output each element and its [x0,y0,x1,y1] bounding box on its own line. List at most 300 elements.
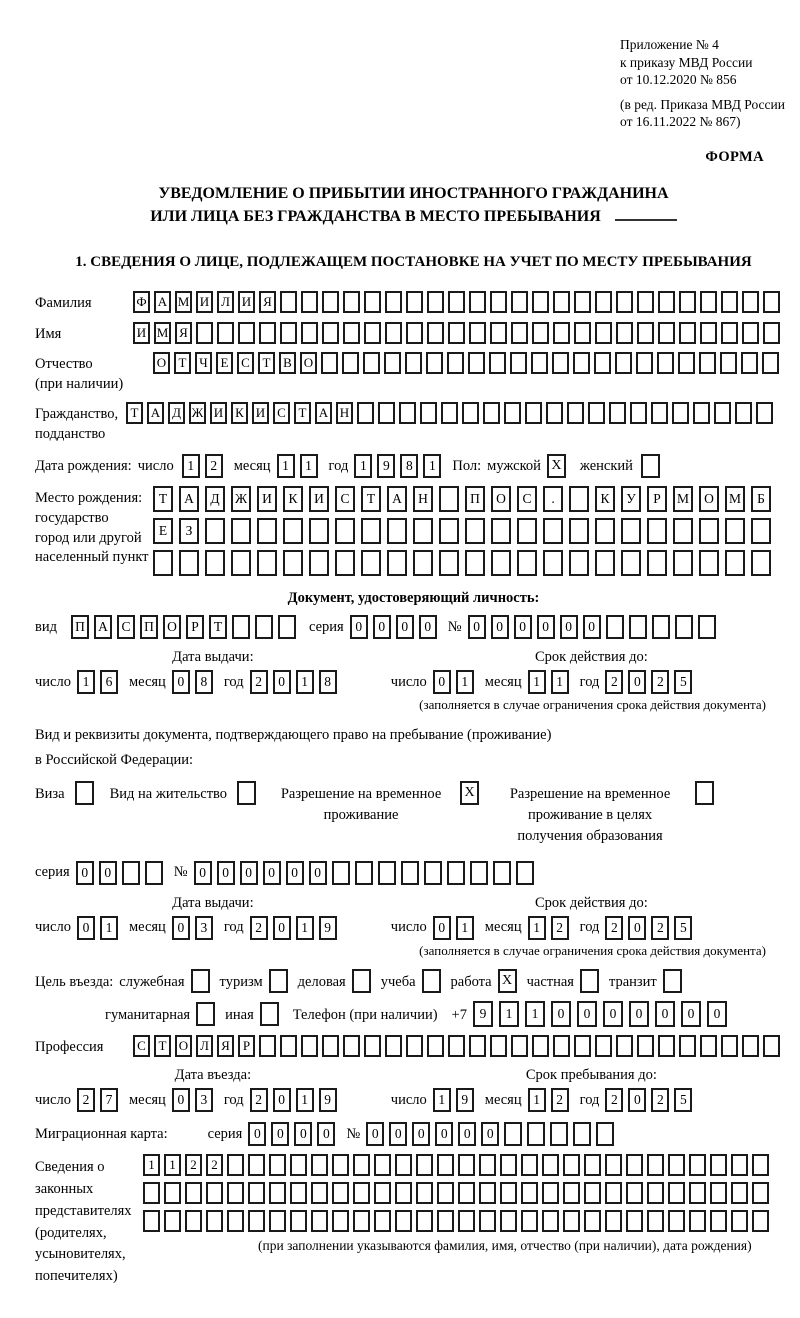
form-cell[interactable]: 0 [99,861,117,885]
form-cell[interactable] [206,1182,223,1204]
form-cell[interactable] [465,550,485,576]
form-cell[interactable]: А [387,486,407,512]
form-cell[interactable] [500,1154,517,1176]
purpose-transit-checkbox[interactable] [663,969,682,993]
form-cell[interactable]: 0 [396,615,414,639]
form-cell[interactable] [574,322,591,344]
form-cell[interactable]: 2 [551,916,569,940]
form-cell[interactable]: Ж [231,486,251,512]
form-cell[interactable] [469,1035,486,1057]
form-cell[interactable] [504,402,521,424]
form-cell[interactable]: Н [413,486,433,512]
form-cell[interactable] [309,550,329,576]
form-cell[interactable] [283,550,303,576]
form-cell[interactable] [510,352,527,374]
form-cell[interactable]: Т [126,402,143,424]
form-cell[interactable] [469,322,486,344]
form-cell[interactable] [679,322,696,344]
form-cell[interactable] [439,486,459,512]
form-cell[interactable]: 2 [651,1088,669,1112]
form-cell[interactable] [504,1122,522,1146]
form-cell[interactable]: 0 [286,861,304,885]
form-cell[interactable]: 2 [250,916,268,940]
form-cell[interactable] [584,1154,601,1176]
form-cell[interactable]: 0 [419,615,437,639]
form-cell[interactable] [122,861,140,885]
form-cell[interactable] [290,1210,307,1232]
form-cell[interactable] [259,322,276,344]
form-cell[interactable] [693,402,710,424]
form-cell[interactable] [332,1210,349,1232]
visa-checkbox[interactable] [75,781,94,805]
form-cell[interactable] [735,402,752,424]
form-cell[interactable] [232,615,250,639]
form-cell[interactable] [439,550,459,576]
form-cell[interactable] [616,322,633,344]
form-cell[interactable] [164,1182,181,1204]
form-cell[interactable] [720,352,737,374]
form-cell[interactable] [143,1210,160,1232]
form-cell[interactable]: О [163,615,181,639]
form-cell[interactable] [257,518,277,544]
form-cell[interactable] [616,291,633,313]
form-cell[interactable] [322,1035,339,1057]
form-cell[interactable]: 0 [551,1001,571,1027]
form-cell[interactable] [621,550,641,576]
form-cell[interactable] [637,322,654,344]
form-cell[interactable]: 0 [273,916,291,940]
form-cell[interactable]: 0 [628,916,646,940]
form-cell[interactable] [700,322,717,344]
form-cell[interactable]: Я [259,291,276,313]
form-cell[interactable]: 5 [674,916,692,940]
form-cell[interactable]: С [117,615,135,639]
form-cell[interactable]: 0 [458,1122,476,1146]
form-cell[interactable]: П [140,615,158,639]
form-cell[interactable] [569,550,589,576]
form-cell[interactable] [206,1210,223,1232]
form-cell[interactable] [490,291,507,313]
form-cell[interactable] [699,550,719,576]
form-cell[interactable] [322,291,339,313]
form-cell[interactable] [343,1035,360,1057]
form-cell[interactable] [355,861,373,885]
form-cell[interactable] [721,1035,738,1057]
form-cell[interactable] [721,291,738,313]
form-cell[interactable] [309,518,329,544]
form-cell[interactable] [710,1154,727,1176]
form-cell[interactable] [353,1154,370,1176]
form-cell[interactable] [441,402,458,424]
form-cell[interactable] [395,1154,412,1176]
form-cell[interactable] [651,402,668,424]
form-cell[interactable] [542,1182,559,1204]
form-cell[interactable] [542,1154,559,1176]
form-cell[interactable] [448,1035,465,1057]
form-cell[interactable]: 0 [468,615,486,639]
form-cell[interactable] [322,322,339,344]
form-cell[interactable] [420,402,437,424]
form-cell[interactable] [335,518,355,544]
form-cell[interactable]: 0 [273,1088,291,1112]
form-cell[interactable] [673,518,693,544]
form-cell[interactable] [630,402,647,424]
form-cell[interactable] [563,1210,580,1232]
form-cell[interactable]: Т [361,486,381,512]
purpose-private-checkbox[interactable] [580,969,599,993]
form-cell[interactable] [462,402,479,424]
form-cell[interactable] [595,322,612,344]
form-cell[interactable] [278,615,296,639]
form-cell[interactable]: О [491,486,511,512]
form-cell[interactable] [699,518,719,544]
form-cell[interactable] [521,1154,538,1176]
form-cell[interactable] [385,291,402,313]
form-cell[interactable]: 0 [76,861,94,885]
form-cell[interactable] [679,1035,696,1057]
form-cell[interactable]: 0 [491,615,509,639]
form-cell[interactable]: 1 [528,916,546,940]
form-cell[interactable]: 0 [172,1088,190,1112]
form-cell[interactable]: 0 [194,861,212,885]
form-cell[interactable]: 0 [240,861,258,885]
form-cell[interactable] [511,322,528,344]
form-cell[interactable] [384,352,401,374]
form-cell[interactable] [458,1210,475,1232]
form-cell[interactable]: Я [217,1035,234,1057]
form-cell[interactable] [637,291,654,313]
form-cell[interactable] [248,1210,265,1232]
form-cell[interactable] [363,352,380,374]
form-cell[interactable]: 0 [655,1001,675,1027]
form-cell[interactable]: С [273,402,290,424]
form-cell[interactable] [543,550,563,576]
form-cell[interactable] [521,1182,538,1204]
form-cell[interactable]: 1 [433,1088,451,1112]
form-cell[interactable]: В [279,352,296,374]
form-cell[interactable] [678,352,695,374]
form-cell[interactable] [269,1210,286,1232]
form-cell[interactable] [405,352,422,374]
form-cell[interactable] [542,1210,559,1232]
form-cell[interactable] [605,1210,622,1232]
form-cell[interactable] [731,1210,748,1232]
form-cell[interactable] [569,518,589,544]
form-cell[interactable] [426,352,443,374]
form-cell[interactable] [395,1210,412,1232]
form-cell[interactable]: 1 [456,670,474,694]
form-cell[interactable]: 0 [577,1001,597,1027]
form-cell[interactable]: 3 [195,1088,213,1112]
form-cell[interactable]: О [153,352,170,374]
form-cell[interactable]: Ф [133,291,150,313]
form-cell[interactable]: 2 [205,454,223,478]
form-cell[interactable] [532,322,549,344]
form-cell[interactable] [574,291,591,313]
form-cell[interactable] [413,518,433,544]
form-cell[interactable] [609,402,626,424]
form-cell[interactable] [594,352,611,374]
form-cell[interactable] [483,402,500,424]
form-cell[interactable] [752,1182,769,1204]
form-cell[interactable] [416,1210,433,1232]
form-cell[interactable]: О [175,1035,192,1057]
form-cell[interactable]: Р [238,1035,255,1057]
form-cell[interactable] [164,1210,181,1232]
form-cell[interactable]: 1 [164,1154,181,1176]
form-cell[interactable]: 0 [217,861,235,885]
form-cell[interactable]: Ч [195,352,212,374]
form-cell[interactable] [731,1182,748,1204]
form-cell[interactable] [689,1210,706,1232]
form-cell[interactable] [490,1035,507,1057]
form-cell[interactable] [756,402,773,424]
form-cell[interactable] [762,352,779,374]
form-cell[interactable] [742,291,759,313]
form-cell[interactable] [321,352,338,374]
form-cell[interactable]: 2 [605,670,623,694]
form-cell[interactable]: К [595,486,615,512]
form-cell[interactable]: З [179,518,199,544]
form-cell[interactable] [657,352,674,374]
form-cell[interactable]: 0 [172,916,190,940]
form-cell[interactable] [742,322,759,344]
form-cell[interactable] [725,550,745,576]
form-cell[interactable] [751,550,771,576]
form-cell[interactable] [525,402,542,424]
form-cell[interactable] [343,291,360,313]
form-cell[interactable]: 0 [628,1088,646,1112]
form-cell[interactable] [489,352,506,374]
form-cell[interactable] [248,1182,265,1204]
form-cell[interactable] [385,322,402,344]
form-cell[interactable] [378,402,395,424]
form-cell[interactable]: Ж [189,402,206,424]
form-cell[interactable]: Т [209,615,227,639]
form-cell[interactable] [479,1182,496,1204]
form-cell[interactable] [255,615,273,639]
form-cell[interactable] [573,352,590,374]
form-cell[interactable]: 9 [456,1088,474,1112]
form-cell[interactable] [179,550,199,576]
form-cell[interactable] [553,291,570,313]
form-cell[interactable]: У [621,486,641,512]
form-cell[interactable] [689,1154,706,1176]
form-cell[interactable] [470,861,488,885]
form-cell[interactable]: Т [294,402,311,424]
form-cell[interactable] [343,322,360,344]
form-cell[interactable]: Т [153,486,173,512]
form-cell[interactable] [301,322,318,344]
form-cell[interactable] [546,402,563,424]
form-cell[interactable] [511,1035,528,1057]
form-cell[interactable]: С [517,486,537,512]
form-cell[interactable] [458,1182,475,1204]
form-cell[interactable] [563,1154,580,1176]
form-cell[interactable] [550,1122,568,1146]
form-cell[interactable] [353,1210,370,1232]
form-cell[interactable]: 0 [373,615,391,639]
form-cell[interactable] [752,1154,769,1176]
form-cell[interactable] [491,518,511,544]
form-cell[interactable]: 9 [473,1001,493,1027]
form-cell[interactable] [465,518,485,544]
form-cell[interactable]: 5 [674,670,692,694]
sex-male-checkbox[interactable]: X [547,454,566,478]
form-cell[interactable]: М [725,486,745,512]
form-cell[interactable]: П [465,486,485,512]
form-cell[interactable]: Т [154,1035,171,1057]
form-cell[interactable]: А [94,615,112,639]
purpose-study-checkbox[interactable] [422,969,441,993]
form-cell[interactable]: 2 [551,1088,569,1112]
form-cell[interactable] [248,1154,265,1176]
form-cell[interactable]: К [231,402,248,424]
form-cell[interactable]: 0 [681,1001,701,1027]
form-cell[interactable]: 0 [350,615,368,639]
form-cell[interactable] [652,615,670,639]
form-cell[interactable] [700,1035,717,1057]
form-cell[interactable]: 0 [271,1122,289,1146]
form-cell[interactable]: 1 [528,1088,546,1112]
form-cell[interactable]: 1 [182,454,200,478]
form-cell[interactable]: 8 [195,670,213,694]
form-cell[interactable]: 8 [319,670,337,694]
form-cell[interactable] [332,1154,349,1176]
form-cell[interactable] [637,1035,654,1057]
form-cell[interactable]: 1 [525,1001,545,1027]
form-cell[interactable]: 0 [366,1122,384,1146]
form-cell[interactable]: 1 [296,916,314,940]
form-cell[interactable] [448,322,465,344]
form-cell[interactable]: 0 [412,1122,430,1146]
form-cell[interactable]: 0 [77,916,95,940]
form-cell[interactable] [668,1154,685,1176]
form-cell[interactable] [395,1182,412,1204]
form-cell[interactable]: А [154,291,171,313]
form-cell[interactable] [595,291,612,313]
form-cell[interactable]: 0 [537,615,555,639]
form-cell[interactable]: П [71,615,89,639]
form-cell[interactable] [227,1182,244,1204]
form-cell[interactable] [658,1035,675,1057]
purpose-other-checkbox[interactable] [260,1002,279,1026]
form-cell[interactable] [361,518,381,544]
form-cell[interactable] [605,1182,622,1204]
form-cell[interactable] [217,322,234,344]
form-cell[interactable] [629,615,647,639]
form-cell[interactable] [385,1035,402,1057]
form-cell[interactable] [290,1182,307,1204]
form-cell[interactable]: 1 [77,670,95,694]
form-cell[interactable] [437,1154,454,1176]
form-cell[interactable] [647,550,667,576]
form-cell[interactable] [301,1035,318,1057]
form-cell[interactable] [401,861,419,885]
form-cell[interactable]: С [133,1035,150,1057]
form-cell[interactable] [353,1182,370,1204]
temp-residence-edu-checkbox[interactable] [695,781,714,805]
form-cell[interactable]: 1 [551,670,569,694]
form-cell[interactable]: 0 [433,670,451,694]
purpose-official-checkbox[interactable] [191,969,210,993]
form-cell[interactable] [185,1210,202,1232]
form-cell[interactable]: А [315,402,332,424]
form-cell[interactable] [658,322,675,344]
form-cell[interactable] [710,1182,727,1204]
form-cell[interactable]: И [210,402,227,424]
form-cell[interactable]: 1 [423,454,441,478]
form-cell[interactable] [406,1035,423,1057]
form-cell[interactable] [710,1210,727,1232]
form-cell[interactable] [269,1154,286,1176]
form-cell[interactable]: О [300,352,317,374]
form-cell[interactable] [424,861,442,885]
form-cell[interactable] [437,1210,454,1232]
form-cell[interactable] [679,291,696,313]
form-cell[interactable] [516,861,534,885]
form-cell[interactable] [658,291,675,313]
form-cell[interactable] [364,291,381,313]
sex-female-checkbox[interactable] [641,454,660,478]
form-cell[interactable] [616,1035,633,1057]
form-cell[interactable]: И [196,291,213,313]
form-cell[interactable] [374,1210,391,1232]
form-cell[interactable] [606,615,624,639]
form-cell[interactable] [205,518,225,544]
form-cell[interactable]: 0 [629,1001,649,1027]
form-cell[interactable]: Д [205,486,225,512]
form-cell[interactable]: . [543,486,563,512]
form-cell[interactable] [145,861,163,885]
form-cell[interactable] [675,615,693,639]
form-cell[interactable] [406,322,423,344]
form-cell[interactable] [479,1154,496,1176]
form-cell[interactable]: А [179,486,199,512]
form-cell[interactable] [378,861,396,885]
form-cell[interactable]: А [147,402,164,424]
form-cell[interactable] [413,550,433,576]
form-cell[interactable] [751,518,771,544]
form-cell[interactable] [574,1035,591,1057]
form-cell[interactable] [731,1154,748,1176]
form-cell[interactable]: Т [174,352,191,374]
form-cell[interactable]: Я [175,322,192,344]
form-cell[interactable]: Т [258,352,275,374]
form-cell[interactable]: Е [216,352,233,374]
form-cell[interactable] [626,1154,643,1176]
form-cell[interactable] [447,352,464,374]
form-cell[interactable] [280,1035,297,1057]
form-cell[interactable] [615,352,632,374]
form-cell[interactable] [668,1210,685,1232]
form-cell[interactable] [231,550,251,576]
form-cell[interactable]: 2 [651,670,669,694]
form-cell[interactable]: 0 [433,916,451,940]
form-cell[interactable] [531,352,548,374]
form-cell[interactable]: 0 [172,670,190,694]
form-cell[interactable] [763,322,780,344]
form-cell[interactable]: 9 [319,1088,337,1112]
form-cell[interactable] [357,402,374,424]
form-cell[interactable] [479,1210,496,1232]
form-cell[interactable]: Р [186,615,204,639]
form-cell[interactable] [238,322,255,344]
form-cell[interactable] [290,1154,307,1176]
form-cell[interactable]: Л [196,1035,213,1057]
form-cell[interactable] [196,322,213,344]
form-cell[interactable]: 1 [354,454,372,478]
